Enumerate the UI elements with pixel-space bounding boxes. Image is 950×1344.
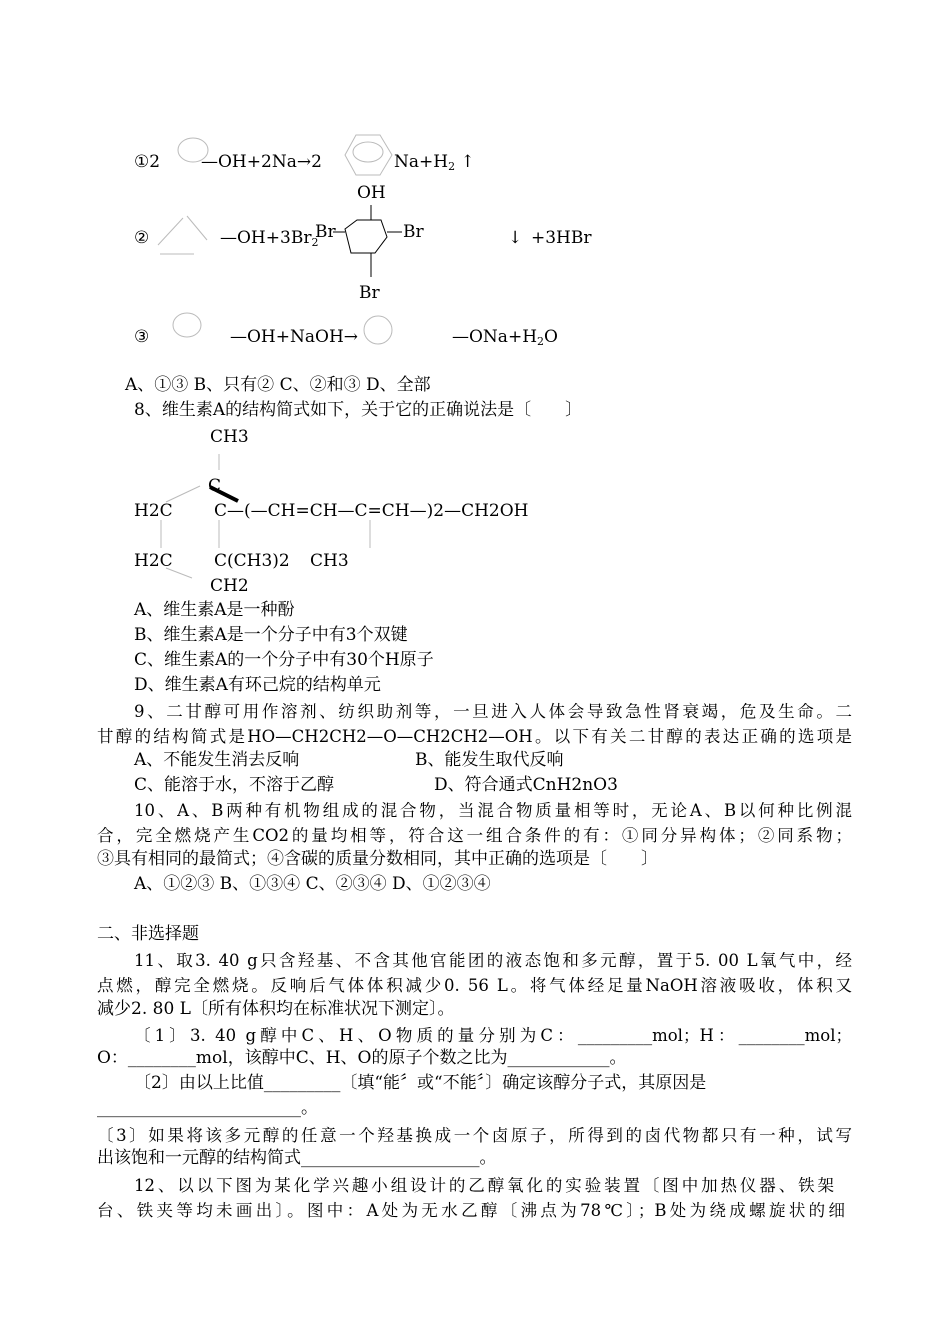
reaction-3-number: ③ — [134, 327, 150, 347]
q7-options: A、①③ B、只有② C、②和③ D、全部 — [125, 375, 431, 395]
vitamin-h2c-bottom: H2C — [134, 551, 173, 571]
benzene-ring-4 — [173, 313, 201, 337]
q11-part3-line1: 〔3〕如果将该多元醇的任意一个羟基换成一个卤原子，所得到的卤代物都只有一种，试写 — [97, 1126, 852, 1145]
q10-line3: ③具有相同的最简式；④含碳的质量分数相同，其中正确的选项是〔 〕 — [97, 849, 658, 869]
reaction-2-mid: $—OH+3Br_2$ — [220, 228, 319, 249]
vitamin-c-label: C — [208, 476, 222, 496]
reaction-2-number: ② — [134, 228, 150, 248]
q9-option-c: C、能溶于水，不溶于乙醇 — [134, 775, 335, 795]
vitamin-bond-ring-top — [166, 486, 200, 502]
q11-line1: 11、取3. 40 g只含羟基、不含其他官能团的液态饱和多元醇，置于5. 00 L氧气中，经 — [134, 951, 852, 970]
q11-line3: 减少2. 80 L〔所有体积均在标准状况下测定〕。 — [97, 999, 455, 1019]
vitamin-h2c-top: H2C — [134, 501, 173, 521]
q12-line2: 台、铁夹等均未画出〕。图中：A处为无水乙醇〔沸点为78℃〕；B处为绕成螺旋状的细 — [97, 1201, 845, 1220]
q10-line2: 合，完全燃烧产生CO2的量均相等，符合这一组合条件的有：①同分异构体；②同系物； — [97, 826, 852, 845]
reaction-1-number: ①2 — [134, 152, 161, 172]
section-heading: 二、非选择题 — [97, 924, 199, 944]
q10-line1: 10、A、B两种有机物组成的混合物，当混合物质量相等时，无论A、B以何种比例混 — [134, 801, 852, 820]
q11-part1-line1: 〔1〕3. 40 g醇中C、H、O物质的量分别为C：_________mol；H：________mol； — [134, 1026, 852, 1045]
br-left-label: Br — [315, 222, 336, 242]
benzene-ring-2-inner — [353, 142, 383, 162]
br-bottom-label: Br — [359, 283, 380, 303]
reaction-1-mid: —OH+2Na→2 — [201, 152, 322, 172]
q8-option-d: D、维生素A有环己烷的结构单元 — [134, 675, 381, 695]
vitamin-ch3-right: CH3 — [310, 551, 349, 571]
reaction-1-end: $Na+H_2$ ↑ — [394, 152, 475, 173]
br-right-label: Br — [403, 222, 424, 242]
vitamin-ch3-top: CH3 — [210, 427, 249, 447]
vitamin-ch2-bottom: CH2 — [210, 576, 249, 596]
q12-line1: 12、以以下图为某化学兴趣小组设计的乙醇氧化的实验装置〔图中加热仪器、铁架 — [134, 1176, 834, 1195]
q9-option-a: A、不能发生消去反响 — [134, 750, 300, 770]
q8-option-a: A、维生素A是一种酚 — [134, 600, 295, 620]
q11-part2-line1: 〔2〕由以上比值_________〔填“能〞或“不能〞〕确定该醇分子式，其原因是 — [134, 1073, 707, 1093]
q11-part1-line2: O：________mol，该醇中C、H、O的原子个数之比为____________。 — [97, 1048, 627, 1068]
ring-3-left — [158, 218, 183, 245]
q9-option-b: B、能发生取代反响 — [415, 750, 564, 770]
reaction-3-end: $—ONa+H_2O$ — [452, 327, 558, 348]
q8-option-c: C、维生素A的一个分子中有30个H原子 — [134, 650, 434, 670]
q11-part2-line2: ________________________。 — [97, 1098, 318, 1118]
q11-line2: 点燃，醇完全燃烧。反响后气体体积减少0. 56 L。将气体经足量NaOH溶液吸收，体积又 — [97, 976, 852, 995]
vitamin-chain: C—(—CH=CH—C=CH—)2—CH2OH — [214, 501, 529, 521]
tribromophenol-ring — [345, 220, 387, 253]
vitamin-cch3: C(CH3)2 — [214, 551, 290, 571]
reaction-3-mid: —OH+NaOH→ — [230, 327, 359, 347]
q10-options: A、①②③ B、①③④ C、②③④ D、①②③④ — [134, 874, 491, 894]
oh-label: OH — [357, 183, 386, 203]
q8-option-b: B、维生素A是一个分子中有3个双键 — [134, 625, 408, 645]
q9-line1: 9、二甘醇可用作溶剂、纺织助剂等，一旦进入人体会导致急性肾衰竭，危及生命。二 — [134, 702, 852, 721]
reaction-2-end: +3HBr — [531, 228, 592, 248]
benzene-ring-2 — [345, 135, 392, 175]
q9-line2: 甘醇的结构简式是HO—CH2CH2—O—CH2CH2—OH。以下有关二甘醇的表达正确的选项是 — [97, 727, 852, 746]
q9-option-d: D、符合通式CnH2nO3 — [434, 775, 618, 795]
benzene-ring-5 — [364, 316, 392, 344]
ring-3-right — [187, 216, 207, 240]
precipitate-arrow: ↓ — [508, 228, 523, 248]
q11-part3-line2: 出该饱和一元醇的结构简式_____________________。 — [97, 1148, 497, 1168]
q8-stem: 8、维生素A的结构简式如下，关于它的正确说法是〔 〕 — [134, 400, 583, 420]
